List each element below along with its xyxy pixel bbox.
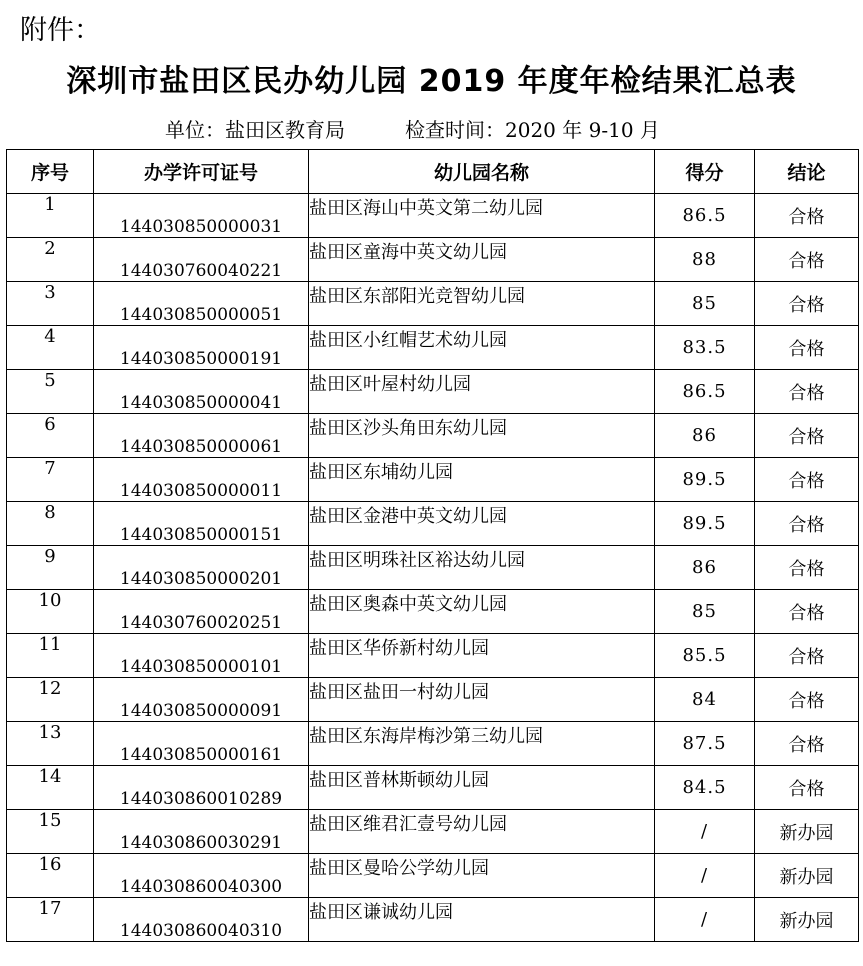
cell-seq: 1	[7, 194, 94, 238]
cell-license: 144030850000091	[94, 678, 309, 722]
table-row	[7, 458, 859, 502]
cell-result: 新办园	[755, 854, 859, 898]
cell-score: 84.5	[655, 766, 755, 810]
header-license: 办学许可证号	[94, 150, 309, 194]
cell-score: /	[655, 854, 755, 898]
cell-license: 144030850000101	[94, 634, 309, 678]
cell-name: 盐田区东部阳光竞智幼儿园	[309, 282, 655, 326]
cell-license: 144030860040310	[94, 898, 309, 942]
table-row	[7, 194, 859, 238]
cell-name: 盐田区叶屋村幼儿园	[309, 370, 655, 414]
cell-seq: 11	[7, 634, 94, 678]
cell-score: 86.5	[655, 370, 755, 414]
cell-name: 盐田区明珠社区裕达幼儿园	[309, 546, 655, 590]
cell-name: 盐田区沙头角田东幼儿园	[309, 414, 655, 458]
table-row	[7, 898, 859, 942]
table-row	[7, 326, 859, 370]
cell-name: 盐田区谦诚幼儿园	[309, 898, 655, 942]
cell-name: 盐田区童海中英文幼儿园	[309, 238, 655, 282]
cell-result: 新办园	[755, 898, 859, 942]
cell-result: 合格	[755, 414, 859, 458]
cell-score: 89.5	[655, 458, 755, 502]
cell-seq: 13	[7, 722, 94, 766]
cell-score: /	[655, 810, 755, 854]
document-title: 深圳市盐田区民办幼儿园 2019 年度年检结果汇总表	[66, 64, 797, 99]
cell-name: 盐田区金港中英文幼儿园	[309, 502, 655, 546]
cell-score: 89.5	[655, 502, 755, 546]
cell-seq: 4	[7, 326, 94, 370]
cell-seq: 17	[7, 898, 94, 942]
table-row	[7, 590, 859, 634]
cell-name: 盐田区小红帽艺术幼儿园	[309, 326, 655, 370]
results-table	[6, 149, 859, 942]
cell-score: 85.5	[655, 634, 755, 678]
header-row	[7, 150, 859, 194]
cell-seq: 16	[7, 854, 94, 898]
cell-license: 144030850000051	[94, 282, 309, 326]
cell-score: 83.5	[655, 326, 755, 370]
cell-seq: 12	[7, 678, 94, 722]
cell-seq: 14	[7, 766, 94, 810]
unit-label: 单位：盐田区教育局	[165, 118, 345, 142]
cell-license: 144030850000061	[94, 414, 309, 458]
attachment-label: 附件：	[20, 15, 101, 46]
header-score: 得分	[655, 150, 755, 194]
cell-result: 合格	[755, 634, 859, 678]
cell-result: 合格	[755, 458, 859, 502]
check-time-label: 检查时间：2020 年 9-10 月	[405, 118, 660, 142]
cell-seq: 8	[7, 502, 94, 546]
cell-name: 盐田区曼哈公学幼儿园	[309, 854, 655, 898]
cell-seq: 6	[7, 414, 94, 458]
cell-result: 合格	[755, 766, 859, 810]
cell-score: 88	[655, 238, 755, 282]
cell-seq: 10	[7, 590, 94, 634]
cell-result: 合格	[755, 590, 859, 634]
cell-score: 85	[655, 590, 755, 634]
cell-score: 86	[655, 546, 755, 590]
cell-name: 盐田区华侨新村幼儿园	[309, 634, 655, 678]
table-row	[7, 238, 859, 282]
cell-license: 144030760040221	[94, 238, 309, 282]
cell-license: 144030860030291	[94, 810, 309, 854]
cell-score: 86.5	[655, 194, 755, 238]
header-seq: 序号	[7, 150, 94, 194]
cell-score: 87.5	[655, 722, 755, 766]
cell-score: 86	[655, 414, 755, 458]
cell-result: 合格	[755, 194, 859, 238]
table-row	[7, 502, 859, 546]
cell-license: 144030850000151	[94, 502, 309, 546]
table-row	[7, 810, 859, 854]
table-row	[7, 766, 859, 810]
cell-seq: 7	[7, 458, 94, 502]
cell-result: 合格	[755, 678, 859, 722]
table-row	[7, 546, 859, 590]
cell-name: 盐田区维君汇壹号幼儿园	[309, 810, 655, 854]
cell-license: 144030850000201	[94, 546, 309, 590]
cell-result: 新办园	[755, 810, 859, 854]
cell-license: 144030850000011	[94, 458, 309, 502]
header-name: 幼儿园名称	[309, 150, 655, 194]
cell-result: 合格	[755, 370, 859, 414]
table-row	[7, 282, 859, 326]
table-row	[7, 722, 859, 766]
cell-score: /	[655, 898, 755, 942]
meta-line	[165, 114, 660, 143]
table-row	[7, 854, 859, 898]
table-body	[7, 194, 859, 942]
cell-seq: 2	[7, 238, 94, 282]
cell-name: 盐田区海山中英文第二幼儿园	[309, 194, 655, 238]
cell-result: 合格	[755, 238, 859, 282]
cell-result: 合格	[755, 722, 859, 766]
cell-name: 盐田区奥森中英文幼儿园	[309, 590, 655, 634]
cell-license: 144030760020251	[94, 590, 309, 634]
cell-score: 85	[655, 282, 755, 326]
cell-license: 144030850000031	[94, 194, 309, 238]
cell-result: 合格	[755, 326, 859, 370]
cell-result: 合格	[755, 502, 859, 546]
cell-license: 144030850000161	[94, 722, 309, 766]
cell-name: 盐田区盐田一村幼儿园	[309, 678, 655, 722]
cell-result: 合格	[755, 282, 859, 326]
cell-name: 盐田区普林斯顿幼儿园	[309, 766, 655, 810]
cell-result: 合格	[755, 546, 859, 590]
table-row	[7, 678, 859, 722]
cell-score: 84	[655, 678, 755, 722]
cell-seq: 9	[7, 546, 94, 590]
cell-name: 盐田区东海岸梅沙第三幼儿园	[309, 722, 655, 766]
cell-license: 144030860010289	[94, 766, 309, 810]
cell-license: 144030850000191	[94, 326, 309, 370]
cell-seq: 5	[7, 370, 94, 414]
cell-license: 144030860040300	[94, 854, 309, 898]
cell-seq: 3	[7, 282, 94, 326]
table-row	[7, 414, 859, 458]
table-row	[7, 370, 859, 414]
cell-seq: 15	[7, 810, 94, 854]
header-result: 结论	[755, 150, 859, 194]
cell-name: 盐田区东埔幼儿园	[309, 458, 655, 502]
table-row	[7, 634, 859, 678]
cell-license: 144030850000041	[94, 370, 309, 414]
